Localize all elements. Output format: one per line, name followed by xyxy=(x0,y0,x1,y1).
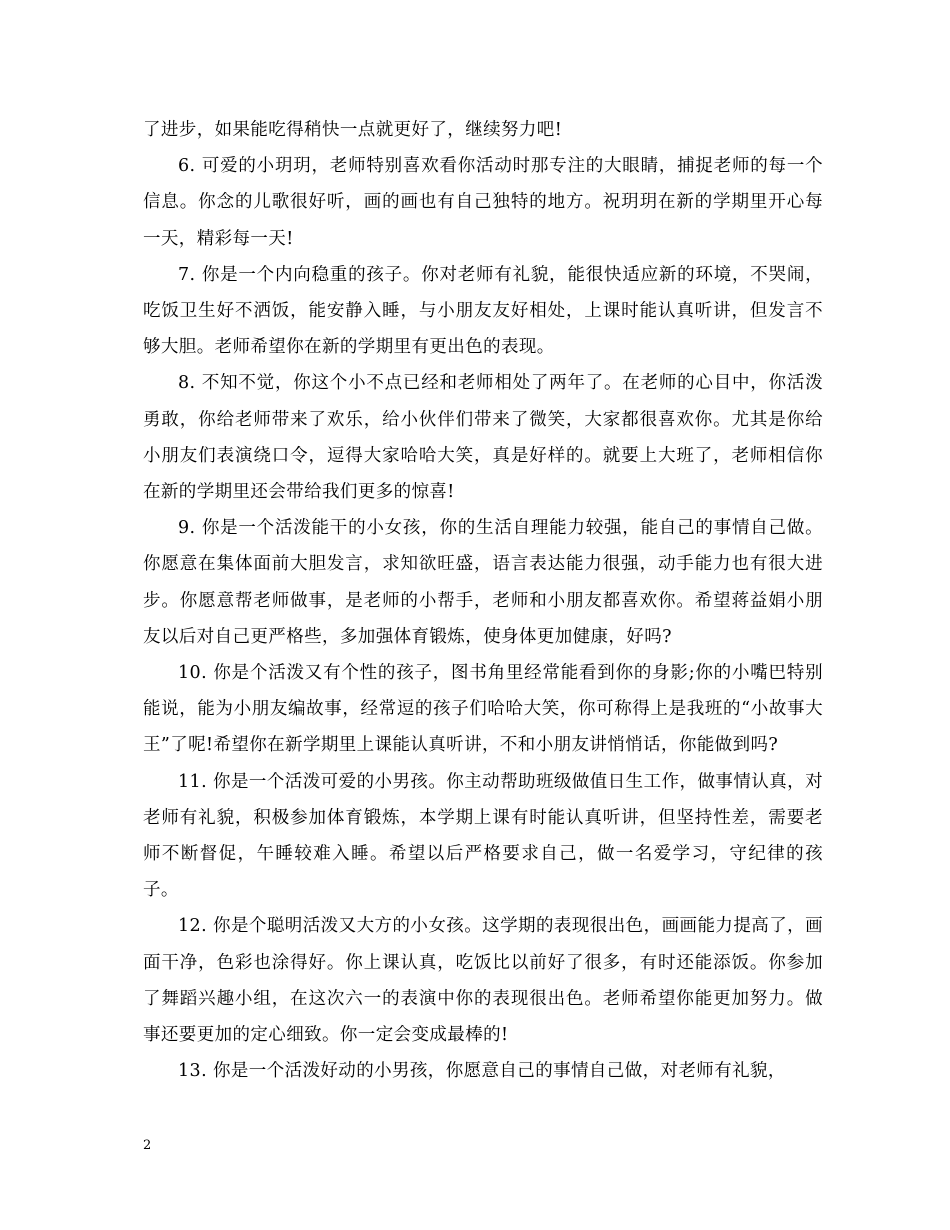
paragraph-comment-6: 6. 可爱的小玥玥，老师特别喜欢看你活动时那专注的大眼睛，捕捉老师的每一个信息。你念的儿歌很好听，画的画也有自己独特的地方。祝玥玥在新的学期里开心每一天，精彩每一天! xyxy=(143,156,823,249)
document-body xyxy=(143,112,823,1089)
paragraph-comment-9: 9. 你是一个活泼能干的小女孩，你的生活自理能力较强，能自己的事情自己做。你愿意在集体面前大胆发言，求知欲旺盛，语言表达能力很强，动手能力也有很大进步。你愿意帮老师做事，是老师的小帮手，老师和小朋友都喜欢你。希望蒋益娟小朋友以后对自己更严格些，多加强体育锻炼，使身体更加健康，好吗? xyxy=(143,518,823,647)
paragraph-comment-7: 7. 你是一个内向稳重的孩子。你对老师有礼貌，能很快适应新的环境，不哭闹，吃饭卫生好不洒饭，能安静入睡，与小朋友友好相处，上课时能认真听讲，但发言不够大胆。老师希望你在新的学期里有更出色的表现。 xyxy=(143,264,823,358)
paragraph-comment-8: 8. 不知不觉，你这个小不点已经和老师相处了两年了。在老师的心目中，你活泼勇敢，你给老师带来了欢乐，给小伙伴们带来了微笑，大家都很喜欢你。尤其是你给小朋友们表演绕口令，逗得大家哈哈大笑，真是好样的。就要上大班了，老师相信你在新的学期里还会带给我们更多的惊喜! xyxy=(143,373,823,503)
paragraph-continuation: 了进步，如果能吃得稍快一点就更好了，继续努力吧! xyxy=(143,120,563,140)
page-number: 2 xyxy=(143,1138,152,1153)
paragraph-comment-13: 13. 你是一个活泼好动的小男孩，你愿意自己的事情自己做，对老师有礼貌， xyxy=(178,1061,786,1082)
paragraph-comment-12: 12. 你是个聪明活泼又大方的小女孩。这学期的表现很出色，画画能力提高了，画面干净，色彩也涂得好。你上课认真，吃饭比以前好了很多，有时还能添饭。你参加了舞蹈兴趣小组，在这次六一的表演中你的表现很出色。老师希望你能更加努力。做事还要更加的定心细致。你一定会变成最棒的! xyxy=(143,916,823,1046)
paragraph-comment-10: 10. 你是个活泼又有个性的孩子，图书角里经常能看到你的身影;你的小嘴巴特别能说，能为小朋友编故事，经常逗的孩子们哈哈大笑，你可称得上是我班的“小故事大王”了呢!希望你在新学期里上课能认真听讲，不和小朋友讲悄悄话，你能做到吗? xyxy=(143,663,823,756)
paragraph-comment-11: 11. 你是一个活泼可爱的小男孩。你主动帮助班级做值日生工作，做事情认真，对老师有礼貌，积极参加体育锻炼，本学期上课有时能认真听讲，但坚持性差，需要老师不断督促，午睡较难入睡。希望以后严格要求自己，做一名爱学习，守纪律的孩子。 xyxy=(143,771,823,901)
